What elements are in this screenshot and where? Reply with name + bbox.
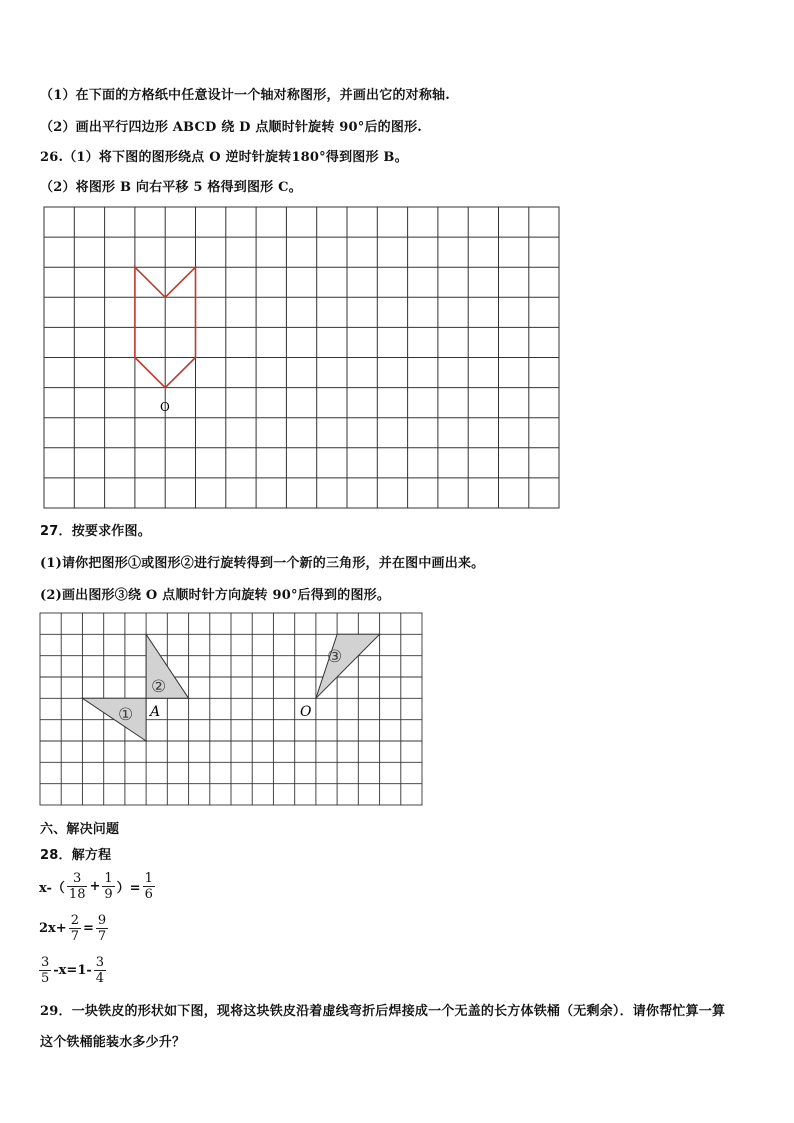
equation-2: 2x+ $\frac{2}{7}$ = $\frac{9}{7}$	[39, 913, 107, 944]
fraction: $\frac{2}{7}$	[70, 913, 79, 944]
q25-part2: （2）画出平行四边形 ABCD 绕 D 点顺时针旋转 90°后的图形.	[40, 120, 423, 135]
q27-part2: (2)画出图形③绕 O 点顺时针方向旋转 90°后得到的图形。	[40, 588, 391, 603]
section-6-heading: 六、解决问题	[40, 822, 120, 837]
q26-point-o-label: O	[160, 400, 170, 414]
q29-line2: 这个铁桶能装水多少升？	[40, 1035, 186, 1050]
q28-title: 28．解方程	[40, 848, 112, 863]
fraction: $\frac{3}{5}$	[41, 955, 50, 986]
fraction: $\frac{3}{4}$	[95, 955, 105, 986]
q26-line1: 26.（1）将下图的图形绕点 O 逆时针旋转180°得到图形 B。	[40, 150, 408, 165]
point-a-label: A	[150, 704, 161, 720]
equation-3: $\frac{3}{5}$ -x=1- $\frac{3}{4}$	[41, 955, 105, 986]
fraction: $\frac{1}{9}$	[104, 871, 113, 902]
fraction: $\frac{9}{7}$	[97, 913, 107, 944]
q25-part1: （1）在下面的方格纸中任意设计一个轴对称图形，并画出它的对称轴.	[40, 88, 450, 103]
fraction: $\frac{1}{6}$	[144, 871, 153, 902]
q26-line2: （2）将图形 B 向右平移 5 格得到图形 C。	[40, 180, 302, 195]
triangle-3-label: ③	[327, 647, 343, 667]
triangle-1-label: ①	[118, 705, 134, 725]
q27-title: 27．按要求作图。	[40, 524, 151, 539]
q27-part1: (1)请你把图形①或图形②进行旋转得到一个新的三角形，并在图中画出来。	[40, 556, 485, 571]
q29-line1: 29．一块铁皮的形状如下图，现将这块铁皮沿着虚线弯折后焊接成一个无盖的长方体铁桶（无剩余）．请你帮忙算一算	[40, 1004, 726, 1019]
equation-1: x-（ $\frac{3}{18}$ + $\frac{1}{9}$ ）= $\frac{1}{6}$	[39, 871, 153, 902]
triangle-2-label: ②	[151, 677, 167, 697]
triangle-3	[316, 634, 380, 698]
point-o-label: O	[300, 704, 312, 720]
fraction: $\frac{3}{18}$	[68, 871, 86, 902]
